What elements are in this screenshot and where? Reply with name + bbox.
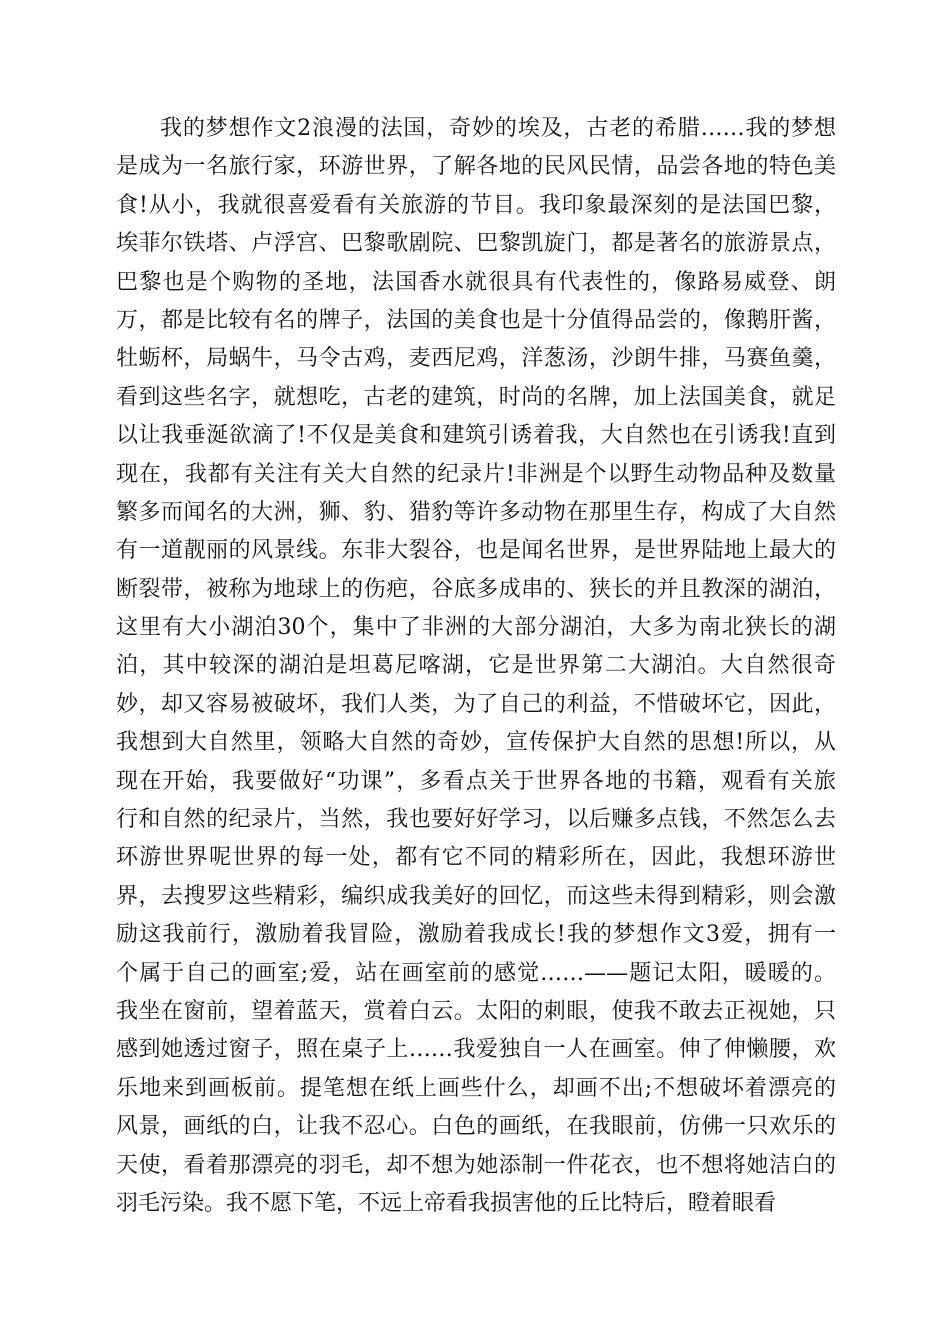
document-page (116, 110, 836, 1223)
text-line: 看到这些名字，就想吃，古老的建筑，时尚的名牌，加上法国美食，就足 (116, 384, 836, 410)
text-line: 现在，我都有关注有关大自然的纪录片!非洲是个以野生动物品种及数量 (116, 461, 836, 487)
text-line: 巴黎也是个购物的圣地，法国香水就很具有代表性的，像路易威登、朗 (116, 269, 836, 295)
text-line: 风景，画纸的白，让我不忍心。白色的画纸，在我眼前，仿佛一只欢乐的 (116, 1114, 836, 1140)
text-line: 现在开始，我要做好“功课”，多看点关于世界各地的书籍，观看有关旅 (116, 768, 836, 794)
text-line: 万，都是比较有名的牌子，法国的美食也是十分值得品尝的，像鹅肝酱， (116, 307, 836, 333)
text-line: 以让我垂涎欲滴了!不仅是美食和建筑引诱着我，大自然也在引诱我!直到 (116, 423, 836, 449)
text-line: 繁多而闻名的大洲，狮、豹、猎豹等许多动物在那里生存，构成了大自然 (116, 499, 836, 525)
text-line: 界，去搜罗这些精彩，编织成我美好的回忆，而这些未得到精彩，则会激 (116, 883, 836, 909)
text-line: 有一道靓丽的风景线。东非大裂谷，也是闻名世界，是世界陆地上最大的 (116, 538, 836, 564)
text-line: 我的梦想作文2浪漫的法国，奇妙的埃及，古老的希腊……我的梦想 (160, 116, 836, 141)
text-line: 我想到大自然里，领略大自然的奇妙，宣传保护大自然的思想!所以，从 (116, 730, 836, 756)
text-line: 泊，其中较深的湖泊是坦葛尼喀湖，它是世界第二大湖泊。大自然很奇 (116, 653, 836, 679)
text-line: 这里有大小湖泊30个，集中了非洲的大部分湖泊，大多为南北狭长的湖 (116, 615, 836, 641)
text-line: 感到她透过窗子，照在桌子上……我爱独自一人在画室。伸了伸懒腰，欢 (116, 1037, 836, 1063)
text-line: 牡蛎杯，局蜗牛，马令古鸡，麦西尼鸡，洋葱汤，沙朗牛排，马赛鱼羹， (116, 346, 836, 372)
text-line: 我坐在窗前，望着蓝天，赏着白云。太阳的刺眼，使我不敢去正视她，只 (116, 998, 836, 1024)
text-line: 天使，看着那漂亮的羽毛，却不想为她添制一件花衣，也不想将她洁白的 (116, 1152, 836, 1178)
text-line: 乐地来到画板前。提笔想在纸上画些什么，却画不出;不想破坏着漂亮的 (116, 1075, 836, 1101)
text-line: 断裂带，被称为地球上的伤疤，谷底多成串的、狭长的并且教深的湖泊， (116, 576, 836, 602)
text-line: 个属于自己的画室;爱，站在画室前的感觉……——题记太阳，暖暖的。 (116, 960, 836, 986)
text-line: 妙，却又容易被破坏，我们人类，为了自己的利益，不惜破坏它，因此， (116, 691, 836, 717)
text-line: 羽毛污染。我不愿下笔，不远上帝看我损害他的丘比特后，瞪着眼看 (116, 1190, 777, 1216)
text-line: 行和自然的纪录片，当然，我也要好好学习，以后赚多点钱，不然怎么去 (116, 807, 836, 833)
text-line: 励这我前行，激励着我冒险，激励着我成长!我的梦想作文3爱，拥有一 (116, 922, 836, 948)
text-line: 是成为一名旅行家，环游世界，了解各地的民风民情，品尝各地的特色美 (116, 154, 836, 180)
text-line: 食!从小，我就很喜爱看有关旅游的节目。我印象最深刻的是法国巴黎， (116, 192, 836, 218)
text-line: 埃菲尔铁塔、卢浮宫、巴黎歌剧院、巴黎凯旋门，都是著名的旅游景点， (116, 231, 836, 257)
text-line: 环游世界呢世界的每一处，都有它不同的精彩所在，因此，我想环游世 (116, 845, 836, 871)
